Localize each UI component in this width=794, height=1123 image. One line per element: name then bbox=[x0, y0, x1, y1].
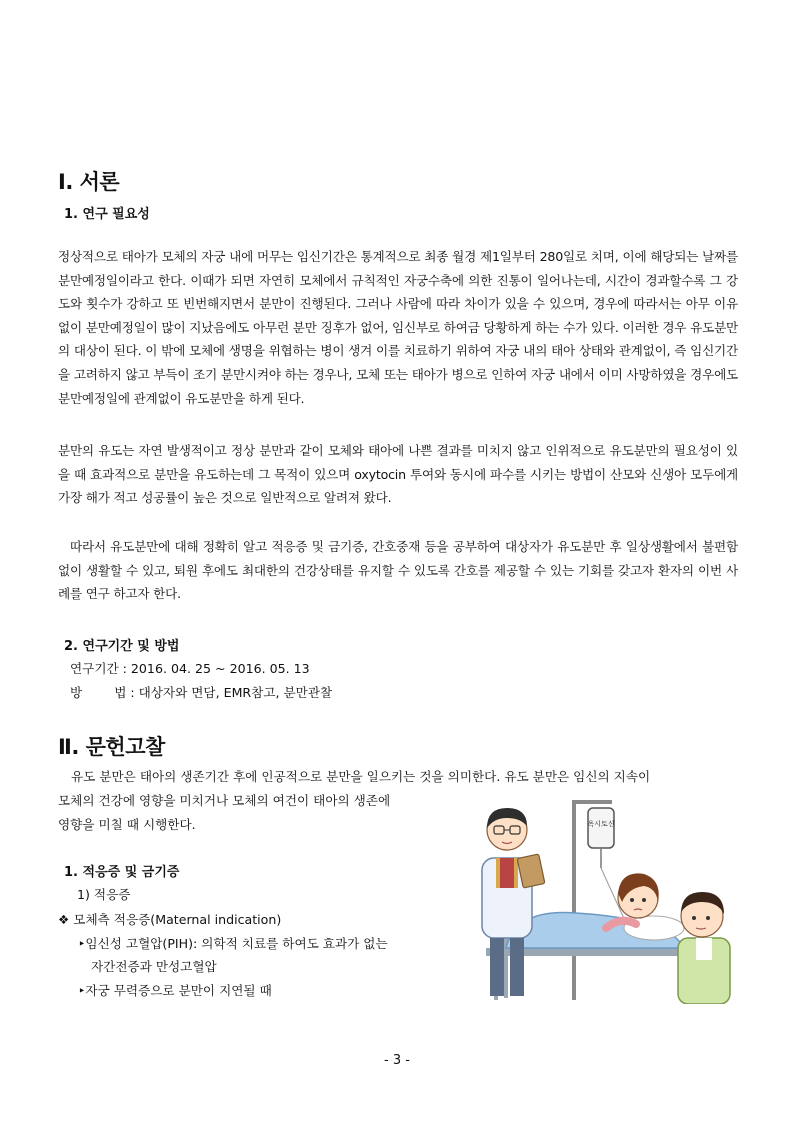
student-figure bbox=[678, 892, 730, 1004]
doctor-figure bbox=[482, 808, 545, 996]
iv-bag-label: 옥시토신 bbox=[587, 820, 615, 828]
bullet-pih-line-2: 자간전증과 만성고혈압 bbox=[91, 959, 217, 974]
research-method: 방 법 : 대상자와 면담, EMR참고, 분만관찰 bbox=[70, 685, 333, 700]
iv-bag bbox=[588, 808, 614, 848]
section-1-2-title: 2. 연구기간 및 방법 bbox=[64, 639, 180, 654]
paragraph-3: 따라서 유도분만에 대해 정확히 알고 적응증 및 금기증, 간호중재 등을 공부하여 대상자가 유도분만 후 일상생활에서 불편함 없이 생활할 수 있고, 퇴원 후에도 최대한의 건강상태를 유지할 수 있도록 간호를 제공할 수 있는 기회를 갖고자 환자의 이번 사례를 연구 하고자 한다. bbox=[58, 539, 738, 602]
research-period: 연구기간 : 2016. 04. 25 ~ 2016. 05. 13 bbox=[70, 661, 310, 676]
section-1-title: Ⅰ. 서론 bbox=[58, 170, 120, 194]
bullet-uterine-inertia: ‣자궁 무력증으로 분만이 지연될 때 bbox=[78, 983, 272, 998]
bullet-pih-line-1: ‣임신성 고혈압(PIH): 의학적 치료를 하여도 효과가 없는 bbox=[78, 936, 388, 951]
iv-pole bbox=[572, 800, 576, 1000]
intro-line-2: 모체의 건강에 영향을 미치거나 모체의 여건이 태아의 생존에 bbox=[58, 793, 391, 808]
hospital-bed-illustration bbox=[456, 798, 732, 1004]
section-2-1-title: 1. 적응증 및 금기증 bbox=[64, 865, 180, 880]
page-number: - 3 - bbox=[384, 1053, 410, 1068]
intro-line-3: 영향을 미칠 때 시행한다. bbox=[58, 817, 196, 832]
maternal-indication-heading: ❖ 모체측 적응증(Maternal indication) bbox=[58, 912, 282, 927]
paragraph-1: 정상적으로 태아가 모체의 자궁 내에 머무는 임신기간은 통계적으로 최종 월경 제1일부터 280일로 치며, 이에 해당되는 날짜를 분만예정일이라고 한다. 이때가 되면 자연히 모체에서 규칙적인 자궁수축에 의한 진통이 일어나는데, 시간이 경과할수록 그 강도와 횟수가 강하고 또 빈번해지면서 분만이 진행된다. 그러나 사람에 따라 차이가 있을 수 있으며, 경우에 따라서는 아무 이유 없이 분만예정일이 많이 지났음에도 아무런 분만 징후가 없어, 임신부로 하여금 당황하게 하는 수가 있다. 이러한 경우 유도분만의 대상이 된다. 이 밖에 모체에 생명을 위협하는 병이 생겨 이를 치료하기 위하여 자궁 내의 태아 상태와 관계없이, 즉 임신기간을 고려하지 않고 부득이 조기 분만시켜야 하는 경우나, 모체 또는 태아가 병으로 인하여 자궁 내에서 이미 사망하였을 경우에도 분만예정일에 관계없이 유도분만을 하게 된다. bbox=[58, 249, 738, 406]
paragraph-2: 분만의 유도는 자연 발생적이고 정상 분만과 같이 모체와 태아에 나쁜 결과를 미치지 않고 인위적으로 유도분만의 필요성이 있을 때 효과적으로 분만을 유도하는데 그 목적이 있으며 oxytocin 투여와 동시에 파수를 시키는 방법이 산모와 신생아 모두에게 가장 해가 적고 성공률이 높은 것으로 일반적으로 알려져 왔다. bbox=[58, 443, 738, 506]
section-2-title: Ⅱ. 문헌고찰 bbox=[58, 735, 165, 759]
intro-line-1: 유도 분만은 태아의 생존기간 후에 인공적으로 분만을 일으키는 것을 의미한다. 유도 분만은 임신의 지속이 bbox=[71, 769, 651, 784]
indication-heading: 1) 적응증 bbox=[77, 887, 131, 902]
section-1-1-title: 1. 연구 필요성 bbox=[64, 207, 150, 222]
